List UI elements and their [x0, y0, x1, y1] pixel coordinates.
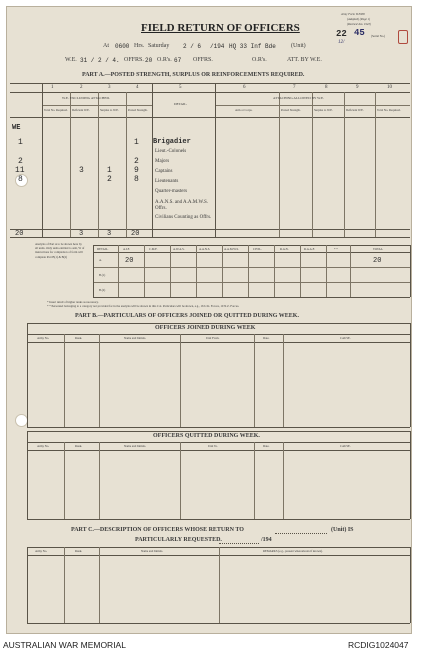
part-c-title-2: PARTICULARLY REQUESTED.	[135, 537, 222, 543]
table-rule	[64, 547, 65, 623]
part-c-col-head: Rank.	[75, 549, 83, 553]
att-label: ATT. BY W.E.	[287, 57, 322, 63]
table-rule	[10, 237, 410, 238]
joined-col-head: Rank.	[75, 336, 83, 340]
quitted-col-head: Unit To.	[208, 444, 218, 448]
part-c-col-head: Army No.	[35, 549, 48, 553]
footer-id: RCDIG1024047	[348, 640, 409, 650]
table-rule	[27, 450, 410, 451]
red-stamp-mark	[398, 30, 408, 44]
row-detail: Majors	[155, 159, 170, 164]
col-head: Total No. Required.	[44, 108, 68, 112]
part-c-col-head: REMARKS (e.g., present whereabouts if known).	[263, 549, 323, 553]
analysis-head: * *	[334, 247, 338, 251]
col-head: Deficient W.E.	[72, 108, 90, 112]
analysis-total-value: 20	[373, 257, 382, 265]
quitted-title: OFFICERS QUITTED DURING WEEK.	[153, 433, 260, 439]
analysis-head: TOTAL.	[373, 247, 384, 251]
group-head-right: ATTACHING ALLOWED BY W.E.	[273, 96, 325, 100]
analysis-head: A.A.M.W.S.	[224, 247, 239, 251]
group-head-left: W.E. EXCLUDING ATTACHED.	[62, 96, 110, 100]
row-posted-value: 8	[134, 175, 139, 184]
table-rule	[27, 431, 410, 432]
ors-value: 67	[174, 57, 182, 64]
col-number: 1	[51, 85, 54, 90]
form-title: FIELD RETURN OF OFFICERS	[141, 22, 300, 34]
archive-footer	[0, 636, 422, 653]
table-rule	[64, 442, 65, 519]
year-value: /194	[210, 43, 225, 50]
table-rule	[93, 267, 410, 268]
date-blank	[219, 543, 259, 544]
col-number: 9	[356, 85, 359, 90]
part-c-title: PART C.—DESCRIPTION OF OFFICERS WHOSE RETURN TO	[71, 527, 244, 533]
we-marker: WE	[12, 124, 21, 132]
analysis-head: R.A.A.F.	[304, 247, 315, 251]
table-rule	[93, 252, 410, 253]
note-1: * Insert detail of higher ranks as necessary.	[47, 300, 99, 304]
row-surplus-value: 2	[107, 175, 112, 184]
table-rule	[254, 334, 255, 427]
analysis-head: A.W.A.S.	[173, 247, 185, 251]
col-head: Posted Strength.	[128, 108, 148, 112]
total-deficient: 3	[79, 230, 84, 238]
row-posted-value: 1	[134, 138, 139, 147]
analysis-head: A.A.N.S.	[199, 247, 211, 251]
table-rule	[42, 83, 43, 237]
table-rule	[93, 245, 94, 297]
table-rule	[99, 334, 100, 427]
offrs-label: OFFRS.	[124, 57, 144, 63]
table-rule	[283, 334, 284, 427]
quitted-col-head: Name and Initials.	[124, 444, 147, 448]
quitted-col-head: Army No.	[37, 444, 50, 448]
day-value: Saturday	[148, 43, 170, 49]
row-detail: Lieut.-Colonels	[155, 149, 187, 154]
analysis-note: Analysis of Part A to be shown here by all units. Only units entitled to arm, W of instructions for completion of form will complete Part B(1) & B(2)	[35, 242, 85, 259]
analysis-head: DETAIL.	[97, 247, 109, 251]
total-we: 20	[15, 230, 24, 238]
table-rule	[350, 245, 351, 297]
table-rule	[254, 442, 255, 519]
offrs2-label: OFFRS.	[193, 57, 213, 63]
col-head: Surplus to W.E.	[100, 108, 119, 112]
col-number: 4	[136, 85, 139, 90]
col-head: Surplus to W.E.	[314, 108, 333, 112]
table-rule	[118, 245, 119, 297]
table-rule	[27, 431, 28, 519]
quitted-col-head: CAUSE.	[340, 444, 351, 448]
ink-stamp: 12/	[338, 40, 345, 45]
table-rule	[248, 245, 249, 297]
table-rule	[27, 519, 410, 520]
table-rule	[27, 442, 410, 443]
table-rule	[126, 92, 127, 237]
row-posted-value: 9	[134, 166, 139, 175]
form-ref-line3: (Revised Jan. 1943)	[347, 22, 371, 26]
table-rule	[326, 245, 327, 297]
joined-col-head: Army No.	[37, 336, 50, 340]
row-we-value: 2	[18, 157, 23, 166]
table-rule	[180, 334, 181, 427]
table-rule	[27, 342, 410, 343]
form-ref-line1: Army Form W.3008	[341, 12, 365, 16]
part-b-title: PART B.—PARTICULARS OF OFFICERS JOINED OR QUITTED DURING WEEK.	[75, 313, 299, 319]
table-rule	[170, 245, 171, 297]
at-label: At	[103, 43, 109, 49]
table-rule	[279, 92, 280, 237]
serial-label: (Serial No.)	[371, 34, 386, 38]
table-rule	[312, 92, 313, 237]
table-rule	[93, 282, 410, 283]
total-posted: 20	[131, 230, 140, 238]
analysis-head: CIVIL.	[253, 247, 262, 251]
unit-blank	[275, 533, 327, 534]
joined-col-head: CAUSE.	[340, 336, 351, 340]
quitted-col-head: Rank.	[75, 444, 83, 448]
row-we-value: 11	[15, 166, 25, 175]
col-number: 3	[108, 85, 111, 90]
note-2: * * Personnel belonging to a category not provided for in the analysis will be shown in this Col. Particulars will be shown, e.g., 16 U.K. Forces, 10 N.Z. Forces.	[47, 304, 240, 308]
table-rule	[42, 105, 152, 106]
analysis-aif-value: 20	[125, 257, 134, 265]
table-rule	[344, 92, 345, 237]
row-deficient-value: 3	[79, 166, 84, 175]
table-rule	[144, 245, 145, 297]
table-rule	[93, 297, 410, 298]
col-number: 6	[243, 85, 246, 90]
table-rule	[196, 245, 197, 297]
table-rule	[99, 442, 100, 519]
row-posted-value: 2	[134, 157, 139, 166]
row-detail: A.A.N.S. and A.A.M.W.S. Offrs.	[155, 200, 209, 211]
unit-label: (Unit)	[291, 43, 306, 49]
table-rule	[274, 245, 275, 297]
col-number: 10	[387, 85, 392, 90]
part-c-year: /194	[261, 537, 272, 543]
table-rule	[410, 431, 411, 519]
col-number: 8	[325, 85, 328, 90]
row-we-value: 8	[18, 175, 23, 184]
form-ref-line2: (Adapted) (Page 1)	[347, 17, 371, 21]
footer-source: AUSTRALIAN WAR MEMORIAL	[3, 640, 126, 650]
row-surplus-value: 1	[107, 166, 112, 175]
offrs-value: 20	[145, 57, 153, 64]
we-label: W.E.	[65, 57, 77, 63]
table-rule	[300, 245, 301, 297]
table-rule	[215, 83, 216, 237]
joined-col-head: Unit From.	[206, 336, 220, 340]
col-number: 5	[179, 85, 182, 90]
table-rule	[64, 334, 65, 427]
row-detail: Lieutenants	[155, 179, 179, 184]
table-rule	[27, 334, 410, 335]
quitted-col-head: Date.	[263, 444, 270, 448]
col-head: Arm or Corps.	[235, 108, 253, 112]
joined-title: OFFICERS JOINED DURING WEEK	[155, 325, 256, 331]
table-rule	[222, 245, 223, 297]
unit-value: HQ 33 Inf Bde	[229, 43, 276, 50]
total-surplus: 3	[107, 230, 112, 238]
table-rule	[410, 323, 411, 427]
analysis-head: R.A.N.	[280, 247, 289, 251]
table-rule	[219, 547, 220, 623]
date-value: 2 / 6	[183, 43, 202, 50]
part-c-unit-label: (Unit) IS	[331, 527, 354, 533]
col-head: Deficient W.E.	[346, 108, 364, 112]
row-detail: Captains	[155, 169, 173, 174]
row-detail: Brigadier	[153, 138, 191, 146]
table-rule	[93, 245, 410, 246]
joined-col-head: Name and Initials.	[124, 336, 147, 340]
col-number: 7	[293, 85, 296, 90]
hrs-label: Hrs.	[134, 43, 145, 49]
serial-number-2: 45	[354, 28, 365, 38]
analysis-row-detail: B.(1)	[99, 273, 106, 277]
col-head: Posted Strength.	[281, 108, 301, 112]
table-rule	[27, 623, 410, 624]
table-rule	[27, 323, 410, 324]
table-rule	[152, 83, 153, 237]
table-rule	[180, 442, 181, 519]
serial-number: 22	[336, 29, 347, 39]
table-rule	[70, 92, 71, 237]
col-head: Total No. Required.	[377, 108, 401, 112]
table-rule	[27, 323, 28, 427]
table-rule	[410, 245, 411, 297]
table-rule	[283, 442, 284, 519]
analysis-head: C.M.F.	[149, 247, 158, 251]
ors-label: O.R's.	[157, 57, 172, 63]
analysis-row-detail: B.(2)	[99, 288, 106, 292]
document-page	[6, 6, 412, 634]
part-a-title: PART A.—POSTED STRENGTH, SURPLUS OR REINFORCEMENTS REQUIRED.	[82, 72, 305, 78]
table-rule	[98, 92, 99, 237]
table-rule	[410, 547, 411, 623]
joined-col-head: Date.	[263, 336, 270, 340]
row-we-value: 1	[18, 138, 23, 147]
table-rule	[99, 547, 100, 623]
row-detail: Quarter-masters	[155, 189, 188, 194]
table-rule	[10, 83, 410, 84]
table-rule	[27, 547, 28, 623]
time-value: 0600	[115, 43, 130, 50]
table-rule	[375, 92, 376, 237]
analysis-head: A.I.F.	[123, 247, 130, 251]
detail-head: DETAIL.	[174, 102, 188, 106]
part-c-col-head: Name and Initials.	[141, 549, 164, 553]
table-rule	[27, 427, 410, 428]
we-value: 31 / 2 / 4.	[80, 57, 120, 64]
row-detail: Civilians Counting as Offrs.	[155, 215, 212, 220]
col-number: 2	[80, 85, 83, 90]
analysis-row-detail: A.	[99, 258, 102, 262]
ors2-label: O.R's.	[252, 57, 267, 63]
